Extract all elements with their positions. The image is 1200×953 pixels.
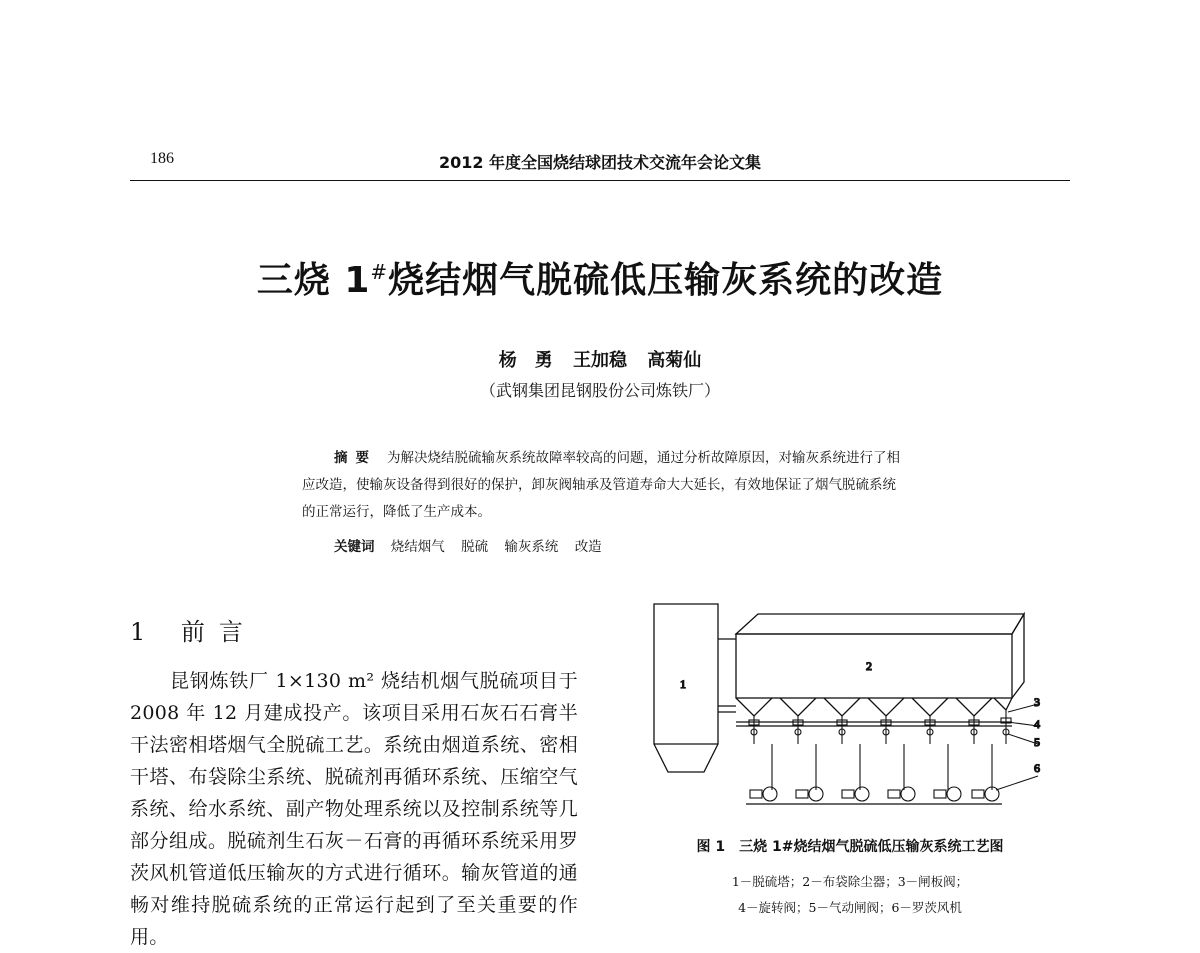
- keyword: 改造: [574, 539, 602, 555]
- title-part-2: 烧结烟气脱硫低压输灰系统的改造: [388, 260, 944, 301]
- affiliation: （武钢集团昆钢股份公司炼铁厂）: [479, 381, 720, 400]
- hopper: [824, 698, 860, 716]
- title-superscript: #: [370, 260, 389, 284]
- label-1: 1: [680, 677, 686, 691]
- roots-blower: [750, 787, 999, 801]
- keyword: 烧结烟气: [390, 539, 445, 555]
- label-6: 6: [1034, 761, 1040, 775]
- label-5: 5: [1034, 735, 1040, 749]
- author-name: 高菊仙: [647, 350, 702, 371]
- figure-legend-line: 4－旋转阀；5－气动闸阀；6－罗茨风机: [738, 900, 962, 915]
- bag-filter-body: [736, 634, 1012, 698]
- process-diagram: [640, 594, 1060, 816]
- abstract: [302, 445, 902, 526]
- running-title: 2012 年度全国烧结球团技术交流年会论文集: [438, 153, 762, 172]
- label-4: 4: [1034, 717, 1040, 731]
- hopper: [868, 698, 904, 716]
- keyword: 脱硫: [461, 539, 489, 555]
- hopper: [736, 698, 772, 716]
- hopper: [956, 698, 992, 716]
- paper-title: [0, 252, 1200, 303]
- leader-lines: [996, 704, 1038, 790]
- keyword: 输灰系统: [504, 539, 559, 555]
- label-3: 3: [1034, 695, 1040, 709]
- header-rule: [130, 180, 1070, 181]
- bag-filter-top: [736, 614, 1024, 634]
- fan-feed-pipes: [772, 744, 992, 790]
- title-part-1: 三烧 1: [256, 260, 371, 301]
- keywords-label: 关键词: [334, 539, 375, 555]
- label-2: 2: [866, 659, 872, 673]
- author-name: 王加稳: [573, 350, 627, 371]
- figure-legend-line: 1－脱硫塔；2－布袋除尘器；3－闸板阀；: [731, 874, 969, 889]
- body-paragraph: 昆钢炼铁厂 1×130 m² 烧结机烟气脱硫项目于 2008 年 12 月建成投产。该项目采用石灰石石膏半干法密相塔烟气全脱硫工艺。系统由烟道系统、密相干塔、布袋除尘系统、脱硫剂再循环系统、压缩空气系统、给水系统、副产物处理系统以及控制系统等几部分组成。脱硫剂生石灰－石膏的再循环系统采用罗茨风机管道低压输灰的方式进行循环。输灰管道的通畅对维持脱硫系统的正常运行起到了至关重要的作用。: [130, 670, 578, 948]
- section-heading: 1 前言: [130, 618, 257, 646]
- hopper: [912, 698, 948, 716]
- author-list: [0, 346, 1200, 372]
- figure-caption-text: 三烧 1#烧结烟气脱硫低压输灰系统工艺图: [739, 839, 1004, 855]
- figure-caption: [640, 836, 1060, 856]
- page-number: 186: [150, 150, 174, 167]
- abstract-text: 为解决烧结脱硫输灰系统故障率较高的问题，通过分析故障原因，对输灰系统进行了相应改造，使输灰设备得到很好的保护，卸灰阀轴承及管道寿命大大延长，有效地保证了烟气脱硫系统的正常运行，降低了生产成本。: [302, 450, 900, 520]
- bag-filter-side: [1012, 614, 1024, 698]
- hopper: [780, 698, 816, 716]
- keywords: [334, 535, 614, 555]
- author-name: 杨 勇: [498, 350, 553, 371]
- desulfurization-tower: [654, 604, 718, 772]
- hopper: [994, 698, 1012, 710]
- figure-number: 图 1: [696, 839, 726, 855]
- valve-column: [749, 710, 1011, 744]
- abstract-label: 摘要: [334, 450, 377, 466]
